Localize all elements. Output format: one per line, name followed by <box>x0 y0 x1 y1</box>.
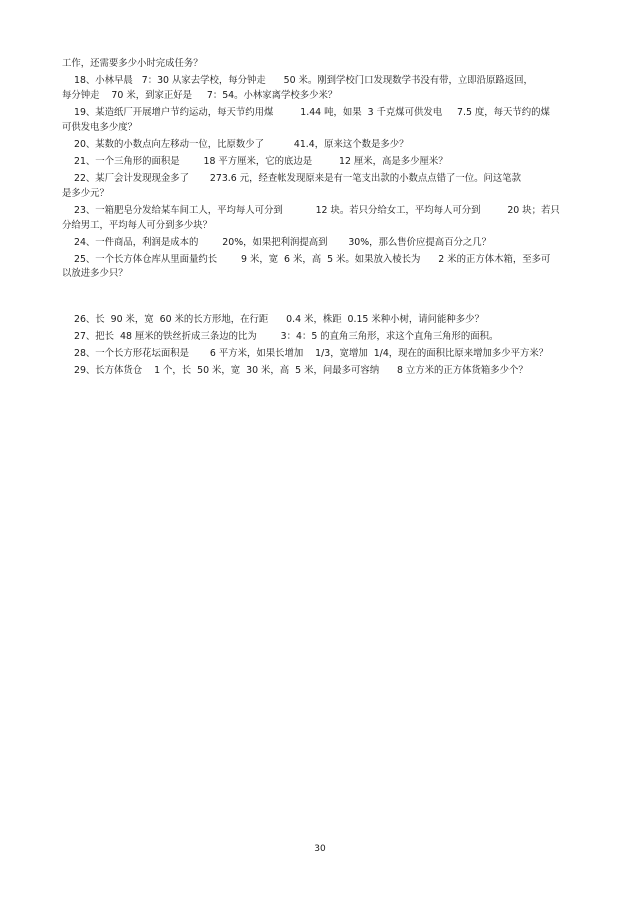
problem-22 <box>62 172 582 201</box>
problem-26 <box>62 313 582 328</box>
problem-list <box>62 57 582 381</box>
problem-line: 工作，还需要多少小时完成任务？ <box>62 58 203 69</box>
problem-28 <box>62 347 582 362</box>
problem-27 <box>62 330 582 345</box>
problem-line: 24、一件商品，利润是成本的 20%，如果把利润提高到 30%，那么售价应提高百分之几？ <box>74 236 492 248</box>
problem-line: 27、把长 48 厘米的铁丝折成三条边的比为 3：4：5 的直角三角形，求这个直角三角形的面积。 <box>74 330 499 342</box>
problem-29 <box>62 364 582 379</box>
problem-20 <box>62 138 582 153</box>
problem-line: 每分钟走 70 米，到家正好是 7：54。小林家离学校多少米？ <box>62 89 338 101</box>
problem-25 <box>62 253 582 282</box>
problem-line: 20、某数的小数点向左移动一位，比原数少了 41.4，原来这个数是多少？ <box>74 138 409 150</box>
problem-18 <box>62 74 582 103</box>
problem-line: 分给男工，平均每人可分到多少块？ <box>62 219 213 231</box>
problem-17-continuation <box>62 57 582 72</box>
problem-24 <box>62 236 582 251</box>
problem-line: 28、一个长方形花坛面积是 6 平方米，如果长增加 1/3，宽增加 1/4，现在的面积比原来增加多少平方米？ <box>74 348 549 360</box>
problem-line: 29、长方体货仓 1 个，长 50 米，宽 30 米，高 5 米，问最多可容纳 8 立方米的正方体货箱多少个？ <box>74 365 528 377</box>
problem-23 <box>62 204 582 233</box>
problem-line: 可供发电多少度？ <box>62 121 138 133</box>
problem-line: 18、小林早晨 7：30 从家去学校，每分钟走 50 米。刚到学校门口发现数学书没有带，立即沿原路返回， <box>74 75 533 87</box>
problem-line: 23、一箱肥皂分发给某车间工人，平均每人可分到 12 块。若只分给女工，平均每人可分到 20 块；若只 <box>74 204 560 216</box>
problem-19 <box>62 106 582 135</box>
problem-line: 以放进多少只？ <box>62 268 128 280</box>
problem-line: 26、长 90 米，宽 60 米的长方形地，在行距 0.4 米，株距 0.15 米种小树，请问能种多少？ <box>74 313 484 325</box>
section-gap <box>62 285 582 313</box>
problem-line: 25、一个长方体仓库从里面量约长 9 米，宽 6 米，高 5 米。如果放入棱长为 2 米的正方体木箱，至多可 <box>74 253 551 265</box>
page-number: 30 <box>314 844 326 854</box>
problem-line: 是多少元？ <box>62 187 109 199</box>
problem-line: 22、某厂会计发现现金多了 273.6 元，经查帐发现原来是有一笔支出款的小数点点错了一位。问这笔款 <box>74 173 521 185</box>
problem-line: 21、一个三角形的面积是 18 平方厘米，它的底边是 12 厘米，高是多少厘米？ <box>74 155 448 167</box>
problem-line: 19、某造纸厂开展增户节约运动，每天节约用煤 1.44 吨，如果 3 千克煤可供发电 7.5 度，每天节约的煤 <box>74 106 550 118</box>
problem-21 <box>62 155 582 170</box>
